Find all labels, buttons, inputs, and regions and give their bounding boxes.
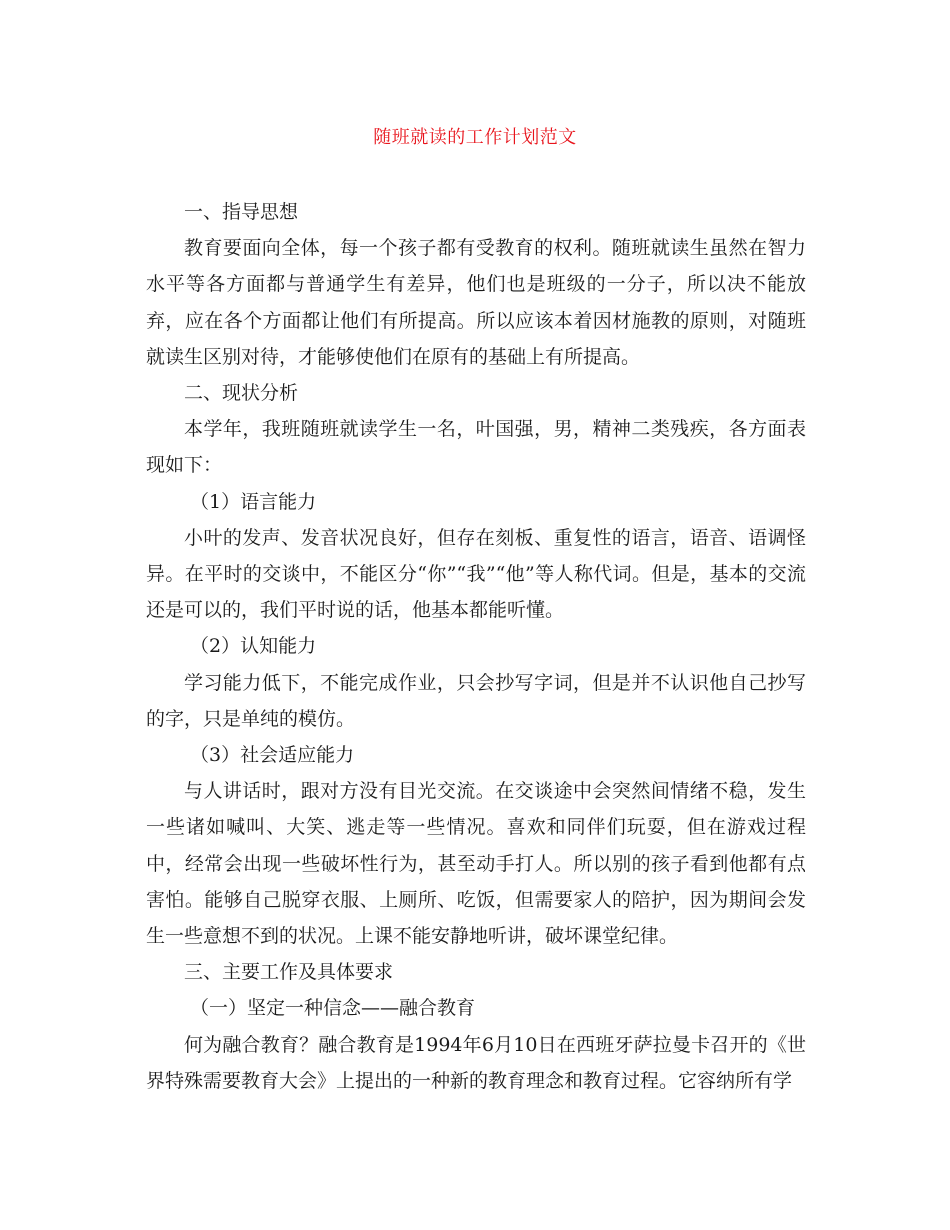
subheading-inclusive-education: （一）坚定一种信念——融合教育 <box>190 997 476 1020</box>
section-heading-main-work: 三、主要工作及具体要求 <box>184 961 394 984</box>
section-heading-status-analysis: 二、现状分析 <box>184 382 299 405</box>
paragraph-status-intro: 本学年，我班随班就读学生一名，叶国强，男，精神二类残疾，各方面表现如下： <box>146 418 806 477</box>
subheading-cognitive-ability: （2）认知能力 <box>190 635 317 658</box>
document-body <box>146 194 806 1099</box>
paragraph-inclusive-education: 何为融合教育？融合教育是1994年6月10日在西班牙萨拉曼卡召开的《世界特殊需要教育大会》上提出的一种新的教育理念和教育过程。它容纳所有学 <box>146 1033 806 1092</box>
paragraph-cognitive-ability: 学习能力低下，不能完成作业，只会抄写字词，但是并不认识他自己抄写的字，只是单纯的模仿。 <box>146 671 806 730</box>
document-title: 随班就读的工作计划范文 <box>373 127 577 148</box>
paragraph-social-adaptation: 与人讲话时，跟对方没有目光交流。在交谈途中会突然间情绪不稳，发生一些诸如喊叫、大笑、逃走等一些情况。喜欢和同伴们玩耍，但在游戏过程中，经常会出现一些破坏性行为，甚至动手打人。所以别的孩子看到他都有点害怕。能够自己脱穿衣服、上厕所、吃饭，但需要家人的陪护，因为期间会发生一些意想不到的状况。上课不能安静地听讲，破坏课堂纪律。 <box>146 780 806 948</box>
paragraph-language-ability: 小叶的发声、发音状况良好，但存在刻板、重复性的语言，语音、语调怪异。在平时的交谈中，不能区分“你”“我”“他”等人称代词。但是，基本的交流还是可以的，我们平时说的话，他基本都能听懂。 <box>146 526 806 622</box>
subheading-social-adaptation: （3）社会适应能力 <box>190 744 355 767</box>
paragraph-guiding-thought: 教育要面向全体，每一个孩子都有受教育的权利。随班就读生虽然在智力水平等各方面都与普通学生有差异，他们也是班级的一分子，所以决不能放弃，应在各个方面都让他们有所提高。所以应该本着因材施教的原则，对随班就读生区别对待，才能够使他们在原有的基础上有所提高。 <box>146 237 806 368</box>
subheading-language-ability: （1）语言能力 <box>190 490 317 513</box>
section-heading-guiding-thought: 一、指导思想 <box>184 201 299 223</box>
